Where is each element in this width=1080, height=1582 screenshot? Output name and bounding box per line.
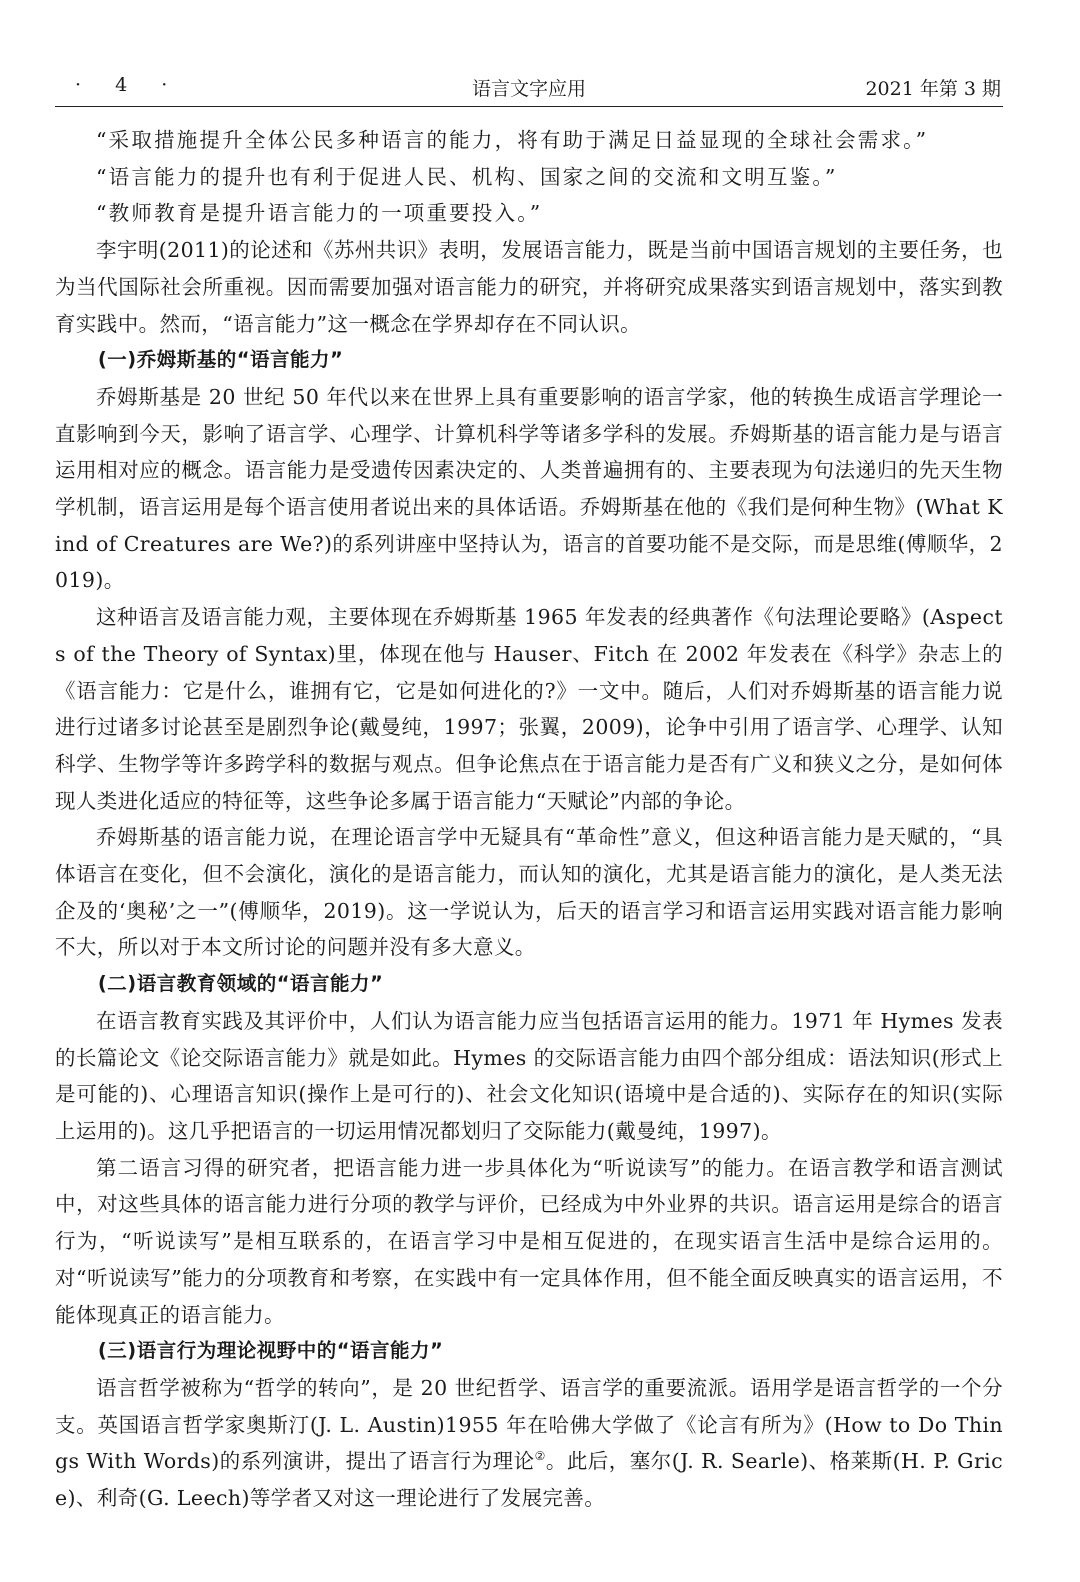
section-heading-2: (二)语言教育领域的“语言能力” [97,972,384,996]
section-heading-3: (三)语言行为理论视野中的“语言能力” [97,1339,444,1363]
paragraph-7 [55,1370,1003,1517]
paragraph-6: 第二语言习得的研究者，把语言能力进一步具体化为“听说读写”的能力。在语言教学和语言测试中，对这些具体的语言能力进行分项的教学与评价，已经成为中外业界的共识。语言运用是综合的语言行为，“听说读写”是相互联系的，在语言学习中是相互促进的，在现实语言生活中是综合运用的。对“听说读写”能力的分项教育和考察，在实践中有一定具体作用，但不能全面反映真实的语言运用，不能体现真正的语言能力。 [55,1155,1003,1327]
paragraph-3: 这种语言及语言能力观，主要体现在乔姆斯基 1965 年发表的经典著作《句法理论要略》(Aspects of the Theory of Syntax)里，体现在他与 Hauser、Fitch 在 2002 年发表在《科学》杂志上的《语言能力：它是什么，谁拥有它，它是如何进化的?》一文中。随后，人们对乔姆斯基的语言能力说进行过诸多讨论甚至是剧烈争论(戴曼纯，1997；张翼，2009)，论争中引用了语言学、心理学、认知科学、生物学等许多跨学科的数据与观点。但争论焦点在于语言能力是否有广义和狭义之分，是如何体现人类进化适应的特征等，这些争论多属于语言能力“天赋论”内部的争论。 [55,605,1003,813]
footnote-marker[interactable]: ② [534,1449,546,1464]
quote-1: “采取措施提升全体公民多种语言的能力，将有助于满足日益显现的全球社会需求。” [96,128,929,152]
paragraph-4: 乔姆斯基的语言能力说，在理论语言学中无疑具有“革命性”意义，但这种语言能力是天赋的，“具体语言在变化，但不会演化，演化的是语言能力，而认知的演化，尤其是语言能力的演化，是人类无法企及的‘奥秘’之一”(傅顺华，2019)。这一学说认为，后天的语言学习和语言运用实践对语言能力影响不大，所以对于本文所讨论的问题并没有多大意义。 [55,825,1003,960]
quote-3: “教师教育是提升语言能力的一项重要投入。” [96,201,543,226]
paragraph-5: 在语言教育实践及其评价中，人们认为语言能力应当包括语言运用的能力。1971 年 Hymes 发表的长篇论文《论交际语言能力》就是如此。Hymes 的交际语言能力由四个部分组成：语法知识(形式上是可能的)、心理语言知识(操作上是可行的)、社会文化知识(语境中是合适的)、实际存在的知识(实际上运用的)。这几乎把语言的一切运用情况都划归了交际能力(戴曼纯，1997)。 [55,1008,1003,1143]
quote-2: “语言能力的提升也有利于促进人民、机构、国家之间的交流和文明互鉴。” [96,164,838,189]
issue-label: 2021 年第 3 期 [865,78,1001,100]
section-heading-1: (一)乔姆斯基的“语言能力” [97,348,344,372]
paragraph-7-part-a: 语言哲学被称为“哲学的转向”，是 20 世纪哲学、语言学的重要流派。语用学是语言哲学的一个分支。英国语言哲学家奥斯汀(J. L. Austin)1955 年在哈佛大学做了《论言有所为》(How to Do Things With Words)的系列演讲，提出了语言行为理论 [55,1375,1003,1474]
paragraph-2: 乔姆斯基是 20 世纪 50 年代以来在世界上具有重要影响的语言学家，他的转换生成语言学理论一直影响到今天，影响了语言学、心理学、计算机科学等诸多学科的发展。乔姆斯基的语言能力是与语言运用相对应的概念。语言能力是受遗传因素决定的、人类普遍拥有的、主要表现为句法递归的先天生物学机制，语言运用是每个语言使用者说出来的具体话语。乔姆斯基在他的《我们是何种生物》(What Kind of Creatures are We?)的系列讲座中坚持认为，语言的首要功能不是交际，而是思维(傅顺华，2019)。 [55,384,1003,593]
article-body [55,122,1003,1517]
journal-title: 语言文字应用 [471,78,586,100]
running-header [55,66,1003,107]
page-number: · 4 · [75,74,182,96]
paragraph-7-part-b: 。此后，塞尔(J. R. Searle)、格莱斯(H. P. Grice)、利奇(G. Leech)等学者又对这一理论进行了发展完善。 [55,1449,1003,1511]
paragraph-1: 李宇明(2011)的论述和《苏州共识》表明，发展语言能力，既是当前中国语言规划的主要任务，也为当代国际社会所重视。因而需要加强对语言能力的研究，并将研究成果落实到语言规划中，落实到教育实践中。然而，“语言能力”这一概念在学界却存在不同认识。 [55,238,1003,336]
